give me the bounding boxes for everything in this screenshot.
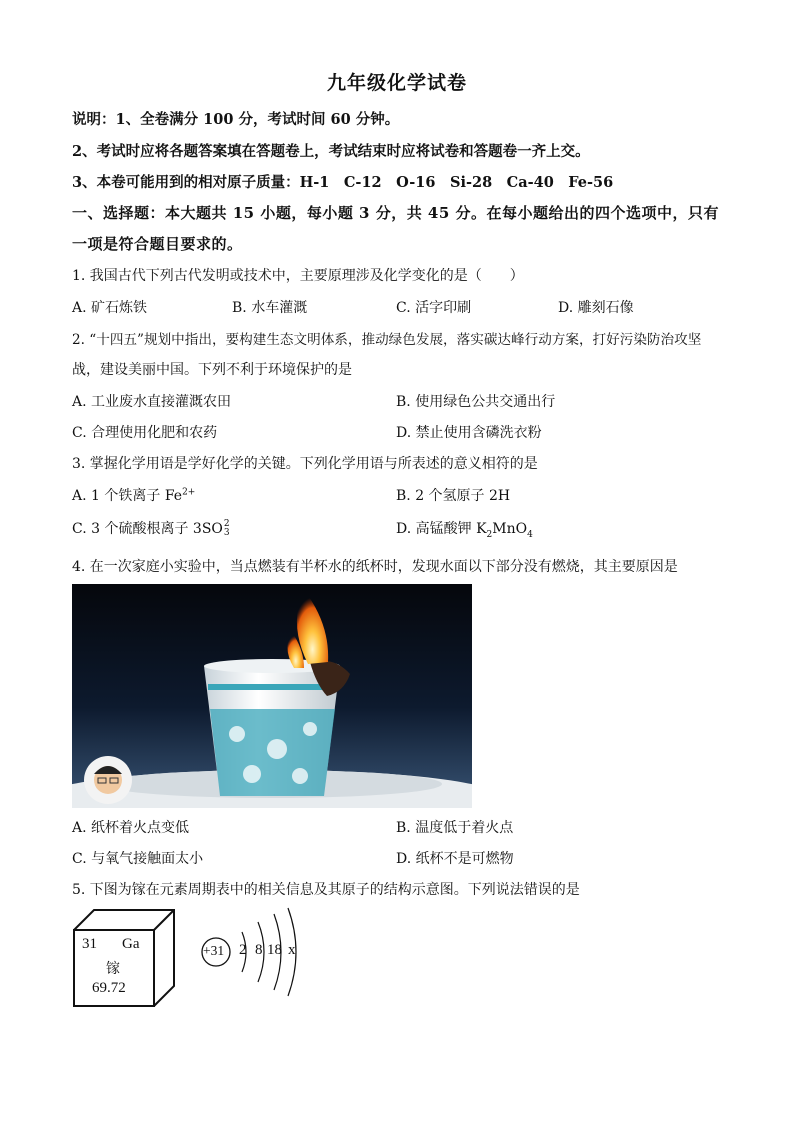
- q3-option-d-text: D. 高锰酸钾 K: [396, 521, 487, 537]
- q3-option-b: B. 2 个氢原子 2H: [396, 488, 511, 504]
- q3-option-c-text: C. 3 个硫酸根离子 3SO: [72, 521, 223, 537]
- q4-option-d: D. 纸杯不是可燃物: [396, 851, 514, 867]
- q3-option-c: [72, 518, 230, 538]
- q1-option-c: C. 活字印刷: [396, 300, 472, 316]
- q1-option-a: A. 矿石炼铁: [72, 300, 148, 316]
- shell-4-electrons: x: [288, 942, 296, 958]
- shell-2-electrons: 8: [255, 942, 263, 958]
- nucleus-charge: +31: [203, 943, 225, 958]
- q4-option-c: C. 与氧气接触面太小: [72, 851, 204, 867]
- note-1: 说明：1、全卷满分 100 分，考试时间 60 分钟。: [72, 111, 400, 128]
- q2-stem-1: 2. “十四五”规划中指出，要构建生态文明体系，推动绿色发展，落实碳达峰行动方案，打好污染防治攻坚: [72, 332, 702, 348]
- q4-stem: 4. 在一次家庭小实验中，当点燃装有半杯水的纸杯时，发现水面以下部分没有燃烧，其主要原因是: [72, 559, 678, 575]
- note-2: 2、考试时应将各题答案填在答题卷上，考试结束时应将试卷和答题卷一齐上交。: [72, 143, 590, 160]
- q3-option-d-mid: MnO: [492, 521, 528, 537]
- q2-stem-2: 战，建设美丽中国。下列不利于环境保护的是: [72, 362, 352, 378]
- atomic-mass: 69.72: [92, 980, 126, 996]
- q5-stem: 5. 下图为镓在元素周期表中的相关信息及其原子的结构示意图。下列说法错误的是: [72, 882, 580, 898]
- q3-option-d-sub-1: 2: [486, 529, 493, 540]
- burning-paper-cup-photo: [72, 584, 472, 808]
- q1-option-d: D. 雕刻石像: [558, 300, 634, 316]
- q1-option-b: B. 水车灌溉: [232, 300, 308, 316]
- atomic-number: 31: [82, 936, 97, 952]
- q3-option-a-text: A. 1 个铁离子 Fe: [72, 488, 183, 504]
- q3-option-d-sub-2: 4: [527, 529, 533, 540]
- q2-option-c: C. 合理使用化肥和农药: [72, 425, 218, 441]
- q3-stem: 3. 掌握化学用语是学好化学的关键。下列化学用语与所表述的意义相符的是: [72, 456, 538, 472]
- q4-option-a: A. 纸杯着火点变低: [72, 820, 190, 836]
- page-title: 九年级化学试卷: [326, 72, 467, 94]
- q3-option-d: [396, 518, 533, 540]
- q4-option-b: B. 温度低于着火点: [396, 820, 514, 836]
- q2-option-d: D. 禁止使用含磷洗衣粉: [396, 425, 542, 441]
- q2-option-b: B. 使用绿色公共交通出行: [396, 394, 556, 410]
- element-name: 镓: [106, 961, 120, 977]
- q3-option-a: [72, 485, 195, 505]
- section-1-heading-cont: 一项是符合题目要求的。: [72, 235, 243, 253]
- q1-stem: 1. 我国古代下列古代发明或技术中，主要原理涉及化学变化的是（ ）: [72, 268, 524, 284]
- note-3: 3、本卷可能用到的相对原子质量：H-1 C-12 O-16 Si-28 Ca-40 Fe-56: [72, 174, 614, 191]
- q3-option-a-charge: 2+: [182, 487, 196, 498]
- q3-option-c-subscript: 3: [223, 528, 230, 538]
- q2-option-a: A. 工业废水直接灌溉农田: [72, 394, 232, 410]
- q3-option-c-charge: 2: [223, 519, 230, 529]
- shell-3-electrons: 18: [267, 942, 282, 958]
- element-symbol: Ga: [122, 936, 140, 952]
- periodic-table-cell: [72, 908, 176, 1008]
- atom-structure-diagram: [200, 904, 310, 1000]
- section-1-heading: 一、选择题：本大题共 15 小题，每小题 3 分，共 45 分。在每小题给出的四个选项中，只有: [72, 204, 720, 222]
- shell-1-electrons: 2: [239, 942, 247, 958]
